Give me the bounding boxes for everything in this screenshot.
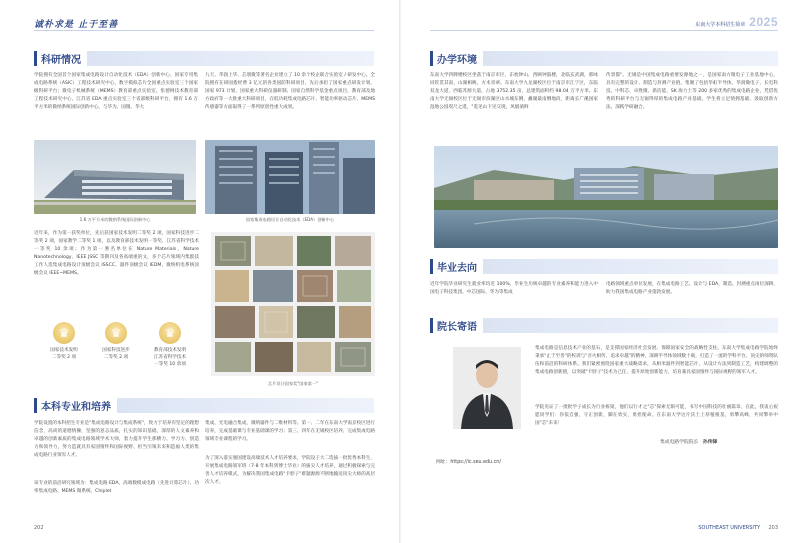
dean-para-2: 学院见证了一批批学子成长为行业栋梁，他们以行才之"芯"探索无限可能，书写中国科技的壮丽篇章。在此，我衷心祝愿同学们：你依自强，守正创新，脚在勇实，勇担使命。在东南大学这片沃土上厚植根基，勇攀高峰，共同擎举中国"芯"未来！ (535, 405, 778, 426)
right-header (695, 15, 778, 29)
trophy-icon: ♛ (53, 322, 75, 344)
award-2 (92, 322, 140, 361)
section-research (34, 50, 374, 67)
majors-para-2: 该专业的前沿研究领域为：集成电路 EDA、高端数模成电路（先进计算芯片）、功率集成电路、MEMS 微系统、Chiplet (34, 481, 199, 494)
trophy-icon: ♛ (105, 322, 127, 344)
section-band (483, 51, 778, 66)
research-para-1: 学院拥有全国首个国家集成电路设计自动化技术（EDA）创新中心、国家专用集成电路系统（ASIC）工程技术研究中心、数字模拟芯片全国重点实验室三个国家级科研平台；微电子机械系统（MEMS）教育部重点实验室、怅德网技术教育部工程技术研究中心，江苏省 EDA 重点实验室三个省部级科研平台，拥有 1.6 万平方米的微纳系统国际创新中心。与华为、国微、华大 (34, 73, 198, 110)
majors-para-1: 学院设置的本科招生专业是"集成电路设计与集成系统"，致力于培养有坚定的理想信念，高尚的道德情操，坚强的意志品质，扎实的知识基础，深厚的人文素养和卓越的创新素质的集成电路领域学术大师，着力提升学生那横力、学习力、创造力和领导力，努力造就具有家国情怀和国际视野、担当引领未来和造福人类的集成电路行业领军人才。 (34, 421, 199, 458)
section-band (87, 51, 374, 66)
section-band (483, 318, 778, 333)
dean-signature (660, 438, 717, 445)
campus-photo (434, 146, 778, 248)
section-title: 科研情况 (41, 55, 81, 66)
website-link[interactable]: 网址：https://ic.seu.edu.cn/ (436, 460, 501, 465)
award-line-1: 教育部技术发明 (153, 348, 187, 353)
dean-title: 集成电路学院院长 (660, 440, 699, 445)
school-motto: 诚朴求是 止于至善 (34, 20, 119, 30)
section-environment (430, 50, 778, 67)
environment-para-2: 传景都"。无锡是中国集成电路重要发源地之一，是国家南方微电子工业基地中心，具有完整的设计、制造与封测产业链，集聚了包括华虹半导体、华润微电子、长电科技、中科芯、卓胜微、新洁能、SK 海力士等 200 多家优秀的集成电路企业，凭借优秀的科研平台与无锡得厚的集成电路产业基础，学生将立足情拥基础、汲取创新方法，深践学研融合。 (606, 73, 778, 110)
majors-para-4: 为了深入落实强国建设高端技术人才培养要求，学院设子大二选拔一批优秀本科生，开展集成电路领军班（7-8 年本科到博士毕业）的拔尖人才培养，通过积极探索与完善人才培养模式，为解决我国集成电路"卡脖子"难题源源不断地输送顶尖大师的高层次人才。 (205, 456, 375, 485)
footer-university: SOUTHEAST UNIVERSITY (698, 525, 760, 531)
career-para-1: 近年学院毕业研究生就业率均近 100%，毕业生历统卓越的专业素养和能力进入中国电子科技集团、中芯国际、华为等集成 (430, 282, 598, 295)
section-career (430, 258, 778, 275)
section-band (483, 259, 778, 274)
page-number-right: 203 (768, 525, 778, 531)
photo-caption-3: 芯片设计国家奖"国家第一" (268, 381, 318, 386)
award-line-3: 一等奖 10 余项 (154, 362, 186, 367)
brochure-year: 2025 (749, 15, 778, 29)
section-majors (34, 397, 374, 414)
section-title: 办学环境 (437, 55, 477, 66)
award-line-2: 江苏省科学技术 (153, 355, 187, 360)
photo-caption-2: 国家集成电路设计自动化技术（EDA）创新中心 (245, 217, 335, 222)
eda-center-photo (205, 140, 375, 214)
page-number-left: 202 (34, 525, 44, 531)
section-dean (430, 317, 778, 334)
award-line-1: 国家科技进步 (102, 348, 130, 353)
environment-para-1: 东南大学四牌楼校区坐落于南京市区，东枕钟山、西顾钟鼓楼，北临玄武湖，那咏同钦贯其南，山湖相映，方术青翠。东南大学九龙湖校区位于南京市江宁区，东临双龙大道，西临苏源大道，占地 3752.35 亩，总建筑面积约 98.04 万平方米。东南大学无锡校区位于无锡市滨湖区山水城东侧，蠡湖最南侧地段，距离长广溪国家湿地公园咫尺之遥，"览见山下见交现，风烟淌鲜 (430, 73, 598, 110)
header-rule-right (430, 30, 778, 31)
dean-portrait (453, 347, 521, 429)
research-para-3: 近年来，作为第一获奖单位，先后获国家技术发明二等奖 2 项，国家科技进步二等奖 2 项，国家教学二等奖 1 项，以及教育部技术发明一等奖、江苏省科学技术一等奖 10 余项；作为第一署名单位在 Nature Materials、Nature Nanotechnology、IEEE JSSC 等期刊及各高端重的文，多个芯片领域内集群技工作人选集成电路设计顶级会议 ISSCC、器件顶级会议 IEDM、微纳机电系统顶级会议 IEEE~MEMS。 (34, 231, 199, 276)
section-title: 院长寄语 (437, 322, 477, 333)
trophy-icon: ♛ (159, 322, 181, 344)
research-para-2: 九天、华润上华、芯朋微等著名企业建立了 10 余个校企联合实验室 / 研发中心。全院拥有在研国拨经费 3 亿元的各类国防科研项目，先后承担了国家重点研发计划、国家 973 计划、国家重大科研仪器研制、国家自然科学基金重点项目，教育部及地方政府等一大批重大科研项目，在低功耗集成电路芯片、智能功率驱动芯片、MEMS 传感器等方面取得了一系列原创性重大成果。 (205, 73, 375, 110)
section-title: 本科专业和培养 (41, 402, 111, 413)
career-para-2: 电路领域重点单位发展，在集成电路工艺、设计与 EDA、制造、封测重点岗位深耕，助力我国集成电路产业蓬勃发展。 (606, 282, 778, 295)
award-line-2: 二等奖 2 项 (51, 355, 77, 360)
award-line-2: 二等奖 2 项 (103, 355, 129, 360)
award-3 (142, 322, 198, 368)
photo-caption-1: 1.6 万平方米的微纳系统国际创新中心 (79, 217, 151, 222)
chip-collage (211, 232, 375, 376)
section-band (117, 398, 374, 413)
award-line-1: 国家技术发明 (50, 348, 78, 353)
innovation-center-photo (34, 140, 196, 214)
dean-para-1: 集成电路是信息技术产业的基石，是支撑国家经济社会发展、保障国家安全的战略性支柱。东南大学集成电路学院始终秉承"止于至善"的校训与"吾火相传，追求卓越"的精神，深耕半导体领域数十载，打造了一流的学科平台、顶尖的师资队伍和前沿的科研体系。我们紧密围绕国家重大战略需求，从相米器件到智能芯片，从设计方法到制造工艺，构建调整的集成电路创新链，以突破"卡脖子"技术为己任，提升原始创新能力，培育兼具家国情怀与国际视野的领军人才。 (535, 346, 778, 375)
header-rule-left (34, 30, 374, 31)
award-1 (40, 322, 88, 361)
dean-name: 孙伟锋 (702, 440, 718, 445)
brochure-title: 东南大学本科招生简章 (695, 22, 746, 28)
book-spine (399, 0, 401, 543)
majors-para-3: 集成、光电融合集成，微纳器件与二维材料等。第一、二年在东南大学南京校区进行培养，完成基础课与专业基础课的学习；第三、四年在无锡校区培养，完成集成电路领域专业课程的学习。 (205, 421, 375, 442)
section-title: 毕业去向 (437, 263, 477, 274)
